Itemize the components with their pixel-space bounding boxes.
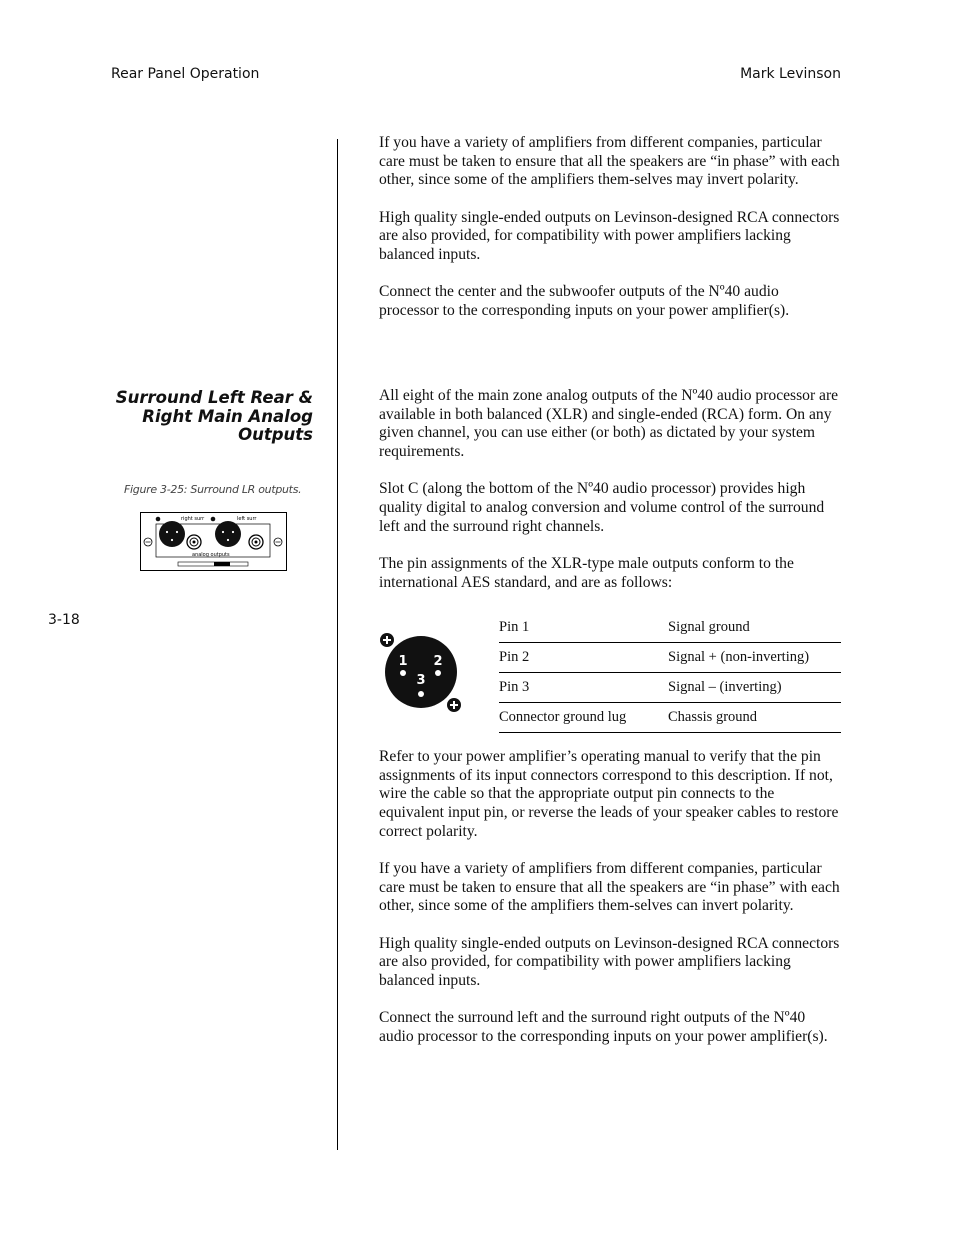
paragraph: Slot C (along the bottom of the Nº40 audio processor) provides high quality digital to analog conversion and volume control of the surround left and the surround right channels. bbox=[379, 480, 825, 535]
paragraph: Connect the center and the subwoofer outputs of the Nº40 audio processor to the corresponding inputs on your power amplifier(s). bbox=[379, 283, 790, 319]
pin-3-label: 3 bbox=[416, 673, 426, 688]
pin-cell: Pin 1 bbox=[499, 619, 530, 635]
pin-cell: Connector ground lug bbox=[499, 703, 668, 733]
paragraph: If you have a variety of amplifiers from different companies, particular care must be taken to ensure that all the speakers are “in phase” with each other, since some of the amplifiers them-selves may invert polarity. bbox=[379, 134, 840, 189]
running-header-left: Rear Panel Operation bbox=[111, 66, 260, 82]
paragraph: High quality single-ended outputs on Levinson-designed RCA connectors are also provided, for compatibility with power amplifiers lacking balanced inputs. bbox=[379, 934, 840, 990]
paragraph: High quality single-ended outputs on Levinson-designed RCA connectors are also provided, for compatibility with power amplifiers lacking balanced inputs. bbox=[379, 208, 840, 264]
table-row bbox=[499, 703, 841, 733]
signal-cell: Signal + (non-inverting) bbox=[668, 643, 841, 673]
section-text bbox=[379, 387, 841, 592]
table-row bbox=[499, 673, 841, 703]
figure-label-right: right surr bbox=[181, 516, 205, 522]
pin-cell: Pin 3 bbox=[499, 673, 668, 703]
pin-assignment-table bbox=[499, 613, 841, 733]
surround-outputs-panel-figure bbox=[140, 512, 287, 572]
paragraph: Refer to your power amplifier’s operating manual to verify that the pin assignments of its input connectors correspond to this description. If not, wire the cable so that the appropriate output pin connects to the equivalent input pin, or reverse the leads of your speaker cables to restore correct polarity. bbox=[379, 748, 839, 840]
table-row bbox=[499, 643, 841, 673]
pin-2-label: 2 bbox=[433, 654, 443, 669]
running-header-right: Mark Levinson bbox=[740, 66, 841, 82]
section-heading: Surround Left Rear & Right Main Analog Outputs bbox=[115, 388, 313, 444]
signal-cell: Signal ground bbox=[668, 619, 750, 635]
pin-cell: Pin 2 bbox=[499, 643, 668, 673]
xlr-connector-diagram bbox=[378, 630, 463, 715]
table-row bbox=[499, 613, 841, 643]
section-text-continued bbox=[379, 748, 841, 1047]
figure-label-bottom: analog outputs bbox=[192, 552, 230, 558]
paragraph: All eight of the main zone analog outputs of the Nº40 audio processor are available in both balanced (XLR) and single-ended (RCA) form. On any given channel, you can use either (or both) as dictated by your system requirements. bbox=[379, 387, 839, 461]
figure-label-left: left surr bbox=[237, 516, 257, 522]
paragraph: The pin assignments of the XLR-type male outputs conform to the international AES standard, and are as follows: bbox=[379, 554, 794, 591]
signal-cell: Signal – (inverting) bbox=[668, 673, 841, 703]
figure-caption: Figure 3-25: Surround LR outputs. bbox=[124, 483, 302, 496]
intro-text bbox=[379, 134, 841, 321]
paragraph: If you have a variety of amplifiers from different companies, particular care must be taken to ensure that all the speakers are “in phase” with each other, since some of the amplifiers them-selves can invert polarity. bbox=[379, 860, 840, 915]
paragraph: Connect the surround left and the surround right outputs of the Nº40 audio processor to the corresponding inputs on your power amplifier(s). bbox=[379, 1009, 828, 1045]
pin-1-label: 1 bbox=[398, 654, 408, 669]
page-number: 3-18 bbox=[48, 612, 80, 628]
column-divider bbox=[337, 139, 338, 1150]
signal-cell: Chassis ground bbox=[668, 703, 841, 733]
